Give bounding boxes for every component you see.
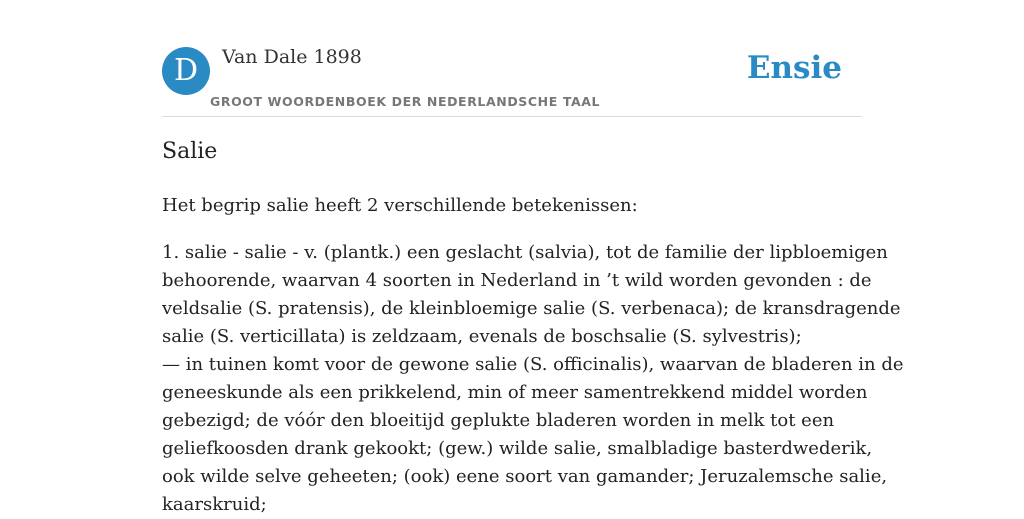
definition-line: geneeskunde als een prikkelend, min of meer samentrekkend middel worden [162,382,868,403]
entry-term-heading: Salie [162,139,218,164]
definition-line: salie (S. verticillata) is zeldzaam, evenals de boschsalie (S. sylvestris); [162,326,802,347]
definition-line: 1. salie - salie - v. (plantk.) een geslacht (salvia), tot de familie der lipbloemigen [162,242,888,263]
definition-line: behoorende, waarvan 4 soorten in Nederland in ’t wild worden gevonden : de [162,270,872,291]
definition-line: veldsalie (S. pratensis), de kleinbloemige salie (S. verbenaca); de kransdragende [162,298,901,319]
dictionary-title-link[interactable]: Van Dale 1898 [222,46,362,68]
entry-intro-text: Het begrip salie heeft 2 verschillende betekenissen: [162,195,638,216]
site-header [162,0,862,117]
definition-line: kaarskruid; [162,494,267,515]
dictionary-subtitle: GROOT WOORDENBOEK DER NEDERLANDSCHE TAAL [210,94,601,109]
definition-line: ook wilde selve geheeten; (ook) eene soort van gamander; Jeruzalemsche salie, [162,466,888,487]
definition-line: gebezigd; de vóór den bloeitijd geplukte bladeren worden in melk tot een [162,410,835,431]
definition-line: — in tuinen komt voor de gewone salie (S. officinalis), waarvan de bladeren in de [162,354,904,375]
ensie-brand-link[interactable]: Ensie [746,50,842,86]
entry-definition [162,239,904,519]
definition-line: geliefkoosden drank gekookt; (gew.) wilde salie, smalbladige basterdwederik, [162,438,873,459]
dictionary-logo-icon[interactable]: D [162,47,210,95]
page [162,0,904,515]
